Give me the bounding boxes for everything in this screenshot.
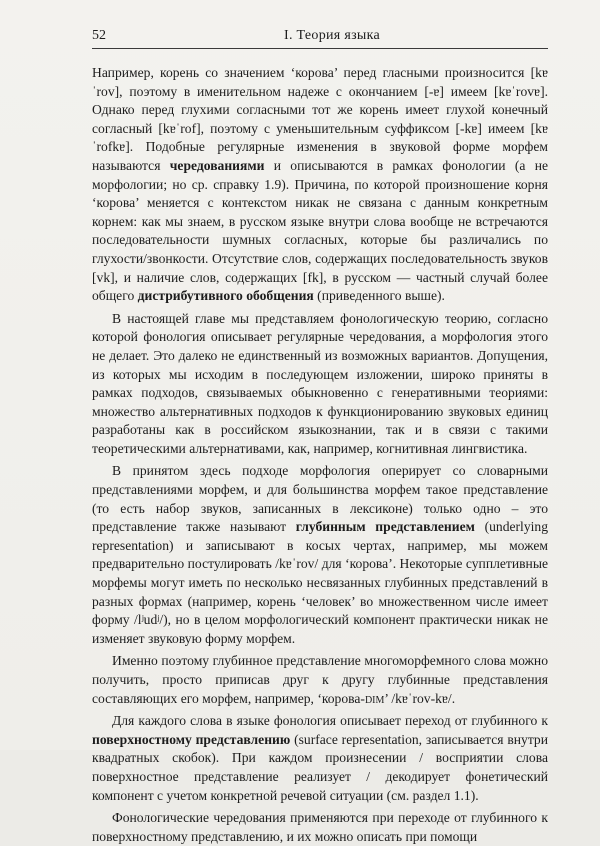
text-run: Фонологические чередования применяются при переходе от глубинного к поверхностному представлению, и их можно описать при помощи (92, 810, 548, 844)
bold-term: чередованиями (169, 157, 265, 173)
body-text (92, 64, 548, 846)
text-run: Для каждого слова в языке фонология описывает переход от глубинного к (112, 713, 548, 729)
running-title: I. Теория языка (284, 28, 381, 43)
text-run: В принятом здесь подходе морфология оперирует со словарными представлениями морфем, и для большинства морфем такое представление (то есть набор звуков, записанных в лексиконе) только одно – это представление также называют (92, 463, 548, 535)
page-number: 52 (92, 28, 106, 43)
paragraph (92, 462, 548, 648)
text-run: ’ /kɐˈrov-kɐ/. (384, 690, 456, 706)
paragraph (92, 64, 548, 306)
text-run: Именно поэтому глубинное представление многоморфемного слова можно получить, просто приписав друг к другу глубинные представления составляющих его морфем, например, ‘корова- (92, 653, 548, 706)
text-run: В настоящей главе мы представляем фонологическую теорию, согласно которой фонология описывает регулярные чередования, а морфология этого не делает. Это далеко не единственный из возможных вариантов. Допущения, из которых мы исходим в последующем изложении, широко приняты в рамках подходов, связываемых обыкновенно с генеративными теориями: множество альтернативных подходов к функционированию звуковых единиц разработаны как в российском языкознании, так и в связи с такими теоретическими альтернативами, как, например, когнитивная лингвистика. (92, 310, 548, 456)
bold-term: поверхностному представлению (92, 731, 291, 747)
paragraph (92, 712, 548, 805)
gloss-small-caps: dim (364, 690, 385, 706)
text-run: и описываются в рамках фонологии (а не морфологии; но ср. справку 1.9). Причина, по которой произношение корня ‘корова’ меняется с контекстом никак не связана с данным конкретным корнем: как мы знаем, в русском языке внутри слова вообще не встречаются последовательности шумных согласных, которые бы различались по глухости/звонкости. Отсутствие слов, содержащих последовательность звуков [vk], и наличие слов, содержащих [fk], в русском — частный случай более общего (92, 157, 549, 304)
bold-term: глубинным представлением (295, 519, 475, 535)
text-run: (surface representation, записывается внутри квадратных скобок). При каждом произнесении / восприятии слова поверхностное представление реализует / декодирует фонетический компонент с учетом конкретной речевой ситуации (см. раздел 1.1). (92, 731, 548, 803)
bold-term: дистрибутивного обобщения (137, 288, 314, 304)
text-run: (underlying representation) и записывают в косых чертах, например, мы можем предварительно постулировать /kɐˈrov/ для ‘корова’. Некоторые супплетивные морфемы могут иметь по несколько несвязанных глубинных представлений в разных формах (например, корень ‘человек’ во множественном числе имеет форму /lʲudʲ/), но в целом морфологический компонент практически никак не изменяет звуковую форму морфем. (92, 519, 549, 646)
text-run: Например, корень со значением ‘корова’ перед гласными произносится [kɐˈrov], поэтому в именительном надеже с окончанием [-ɐ] имеем [kɐˈrovɐ]. Однако перед глухими согласными тот же корень имеет глухой конечный согласный [kɐˈrof], поэтому с уменьшительным суффиксом [-kɐ] имеем [kɐˈrofkɐ]. Подобные регулярные изменения в звуковой форме морфем называются (92, 65, 548, 173)
paragraph (92, 310, 548, 459)
text-run: (приведенного выше). (313, 288, 445, 304)
paragraph (92, 809, 548, 846)
paragraph (92, 652, 548, 708)
page-header (92, 26, 548, 48)
header-rule (92, 48, 548, 49)
